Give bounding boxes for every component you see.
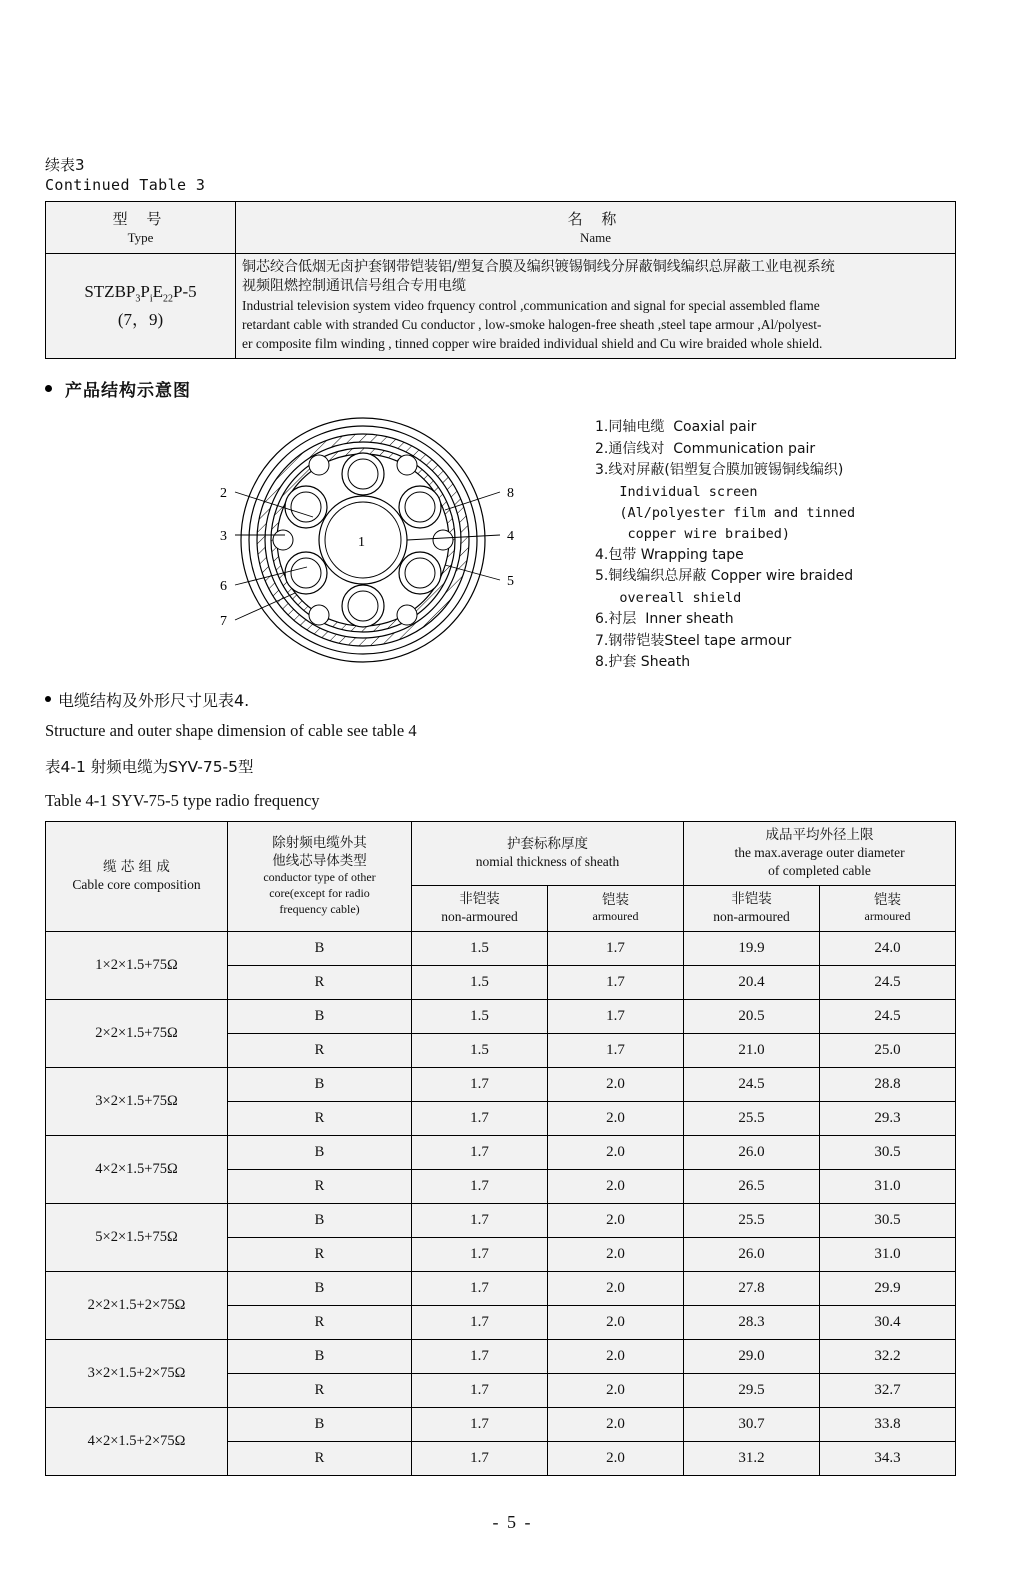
cell-diameter-armoured: 24.5 bbox=[820, 965, 956, 999]
name-cn-line-1: 铜芯绞合低烟无卤护套钢带铠装铝/塑复合膜及编织镀锡铜线分屏蔽铜线编织总屏蔽工业电视系统 bbox=[242, 258, 835, 275]
callout-7: 7 bbox=[220, 613, 227, 629]
legend-item-1: 1.同轴电缆 Coaxial pair bbox=[595, 418, 757, 435]
header-cell-conductor-type bbox=[228, 821, 412, 931]
cell-sheath-non-armoured: 1.7 bbox=[412, 1305, 548, 1339]
legend-item-5b: overeall shield bbox=[595, 590, 742, 607]
header-name-en: Name bbox=[579, 229, 612, 245]
cell-diameter-non-armoured: 29.5 bbox=[684, 1373, 820, 1407]
header-outer-en-2: of completed cable bbox=[768, 863, 871, 879]
cell-diameter-non-armoured: 25.5 bbox=[684, 1203, 820, 1237]
header-conductor-cn-1: 除射频电缆外其 bbox=[272, 835, 367, 852]
cell-sheath-non-armoured: 1.7 bbox=[412, 1067, 548, 1101]
cell-diameter-non-armoured: 26.0 bbox=[684, 1135, 820, 1169]
header-outer-en-1: the max.average outer diameter bbox=[734, 845, 905, 861]
cell-cable-core-composition: 2×2×1.5+2×75Ω bbox=[46, 1271, 228, 1339]
name-cn-line-2: 视频阻燃控制通讯信号组合专用电缆 bbox=[242, 278, 466, 295]
header-type-cn: 型 号 bbox=[112, 209, 169, 228]
cell-conductor-type: B bbox=[228, 1407, 412, 1441]
page-number: - 5 - bbox=[492, 1512, 533, 1532]
table-row bbox=[46, 253, 956, 358]
header-composition-en: Cable core composition bbox=[72, 877, 201, 893]
type-sub-3: 3 bbox=[135, 293, 141, 305]
table-row bbox=[46, 1135, 956, 1169]
cell-conductor-type: B bbox=[228, 1339, 412, 1373]
cell-conductor-type: R bbox=[228, 1033, 412, 1067]
legend-item-3: 3.线对屏蔽(铝塑复合膜加镀锡铜线编织) bbox=[595, 462, 844, 479]
header-conductor-en-3: frequency cable) bbox=[279, 901, 360, 916]
header-sheath-cn: 护套标称厚度 bbox=[507, 835, 588, 852]
table-row-header bbox=[46, 821, 956, 885]
table-type-name bbox=[45, 201, 956, 359]
subheader-cn: 非铠装 bbox=[459, 890, 500, 907]
subheader-en: armoured bbox=[864, 909, 911, 924]
header-name-cn: 名 称 bbox=[567, 209, 624, 228]
cell-diameter-non-armoured: 26.0 bbox=[684, 1237, 820, 1271]
cell-diameter-armoured: 30.5 bbox=[820, 1203, 956, 1237]
cell-sheath-non-armoured: 1.7 bbox=[412, 1271, 548, 1305]
cell-sheath-armoured: 2.0 bbox=[548, 1373, 684, 1407]
structure-reference-cn-text: 电缆结构及外形尺寸见表4. bbox=[58, 690, 250, 710]
cell-sheath-non-armoured: 1.7 bbox=[412, 1237, 548, 1271]
cell-diameter-armoured: 24.0 bbox=[820, 931, 956, 965]
cell-sheath-armoured: 2.0 bbox=[548, 1101, 684, 1135]
cell-diameter-armoured: 24.5 bbox=[820, 999, 956, 1033]
cell-diameter-non-armoured: 29.0 bbox=[684, 1339, 820, 1373]
cell-conductor-type: B bbox=[228, 1203, 412, 1237]
cell-sheath-armoured: 1.7 bbox=[548, 965, 684, 999]
cell-diameter-armoured: 32.7 bbox=[820, 1373, 956, 1407]
legend-item-8: 8.护套 Sheath bbox=[595, 654, 691, 671]
table-row bbox=[46, 1407, 956, 1441]
header-conductor-en-2: core(except for radio bbox=[269, 886, 370, 901]
subheader-cn: 铠装 bbox=[602, 891, 629, 908]
cell-cable-core-composition: 1×2×1.5+75Ω bbox=[46, 931, 228, 999]
type-sub-22: 22 bbox=[163, 293, 174, 305]
type-tail: P-5 bbox=[173, 282, 197, 302]
legend-item-4: 4.包带 Wrapping tape bbox=[595, 546, 744, 563]
diagram-legend bbox=[595, 417, 855, 674]
cell-cable-core-composition: 2×2×1.5+75Ω bbox=[46, 999, 228, 1067]
header-type-en: Type bbox=[127, 229, 154, 245]
table-row-header bbox=[46, 201, 956, 253]
table41-title-cn: 表4-1 射频电缆为SYV-75-5型 bbox=[45, 757, 254, 776]
header-cell-type bbox=[46, 201, 236, 253]
cell-diameter-non-armoured: 26.5 bbox=[684, 1169, 820, 1203]
section-title-structure-diagram bbox=[45, 376, 955, 401]
cell-sheath-non-armoured: 1.5 bbox=[412, 965, 548, 999]
cell-diameter-non-armoured: 20.5 bbox=[684, 999, 820, 1033]
header-cell-name bbox=[236, 201, 956, 253]
cell-diameter-armoured: 29.3 bbox=[820, 1101, 956, 1135]
table-row bbox=[46, 1339, 956, 1373]
header-sheath-en: nomial thickness of sheath bbox=[475, 854, 620, 870]
cell-sheath-armoured: 2.0 bbox=[548, 1135, 684, 1169]
table41-title-en: Table 4-1 SYV-75-5 type radio frequency bbox=[45, 790, 320, 810]
cell-conductor-type: B bbox=[228, 931, 412, 965]
cell-conductor-type: B bbox=[228, 999, 412, 1033]
cell-diameter-armoured: 31.0 bbox=[820, 1237, 956, 1271]
type-sub-i: i bbox=[149, 293, 153, 305]
cell-sheath-non-armoured: 1.7 bbox=[412, 1441, 548, 1475]
cell-cable-core-composition: 3×2×1.5+75Ω bbox=[46, 1067, 228, 1135]
structure-reference-cn bbox=[45, 688, 955, 711]
cell-sheath-armoured: 2.0 bbox=[548, 1237, 684, 1271]
callout-6: 6 bbox=[220, 578, 227, 594]
cell-diameter-non-armoured: 28.3 bbox=[684, 1305, 820, 1339]
cell-sheath-armoured: 2.0 bbox=[548, 1169, 684, 1203]
cell-sheath-armoured: 2.0 bbox=[548, 1441, 684, 1475]
type-code-line1 bbox=[52, 279, 229, 306]
callout-4: 4 bbox=[507, 528, 514, 544]
header-composition-cn: 缆 芯 组 成 bbox=[103, 858, 170, 875]
continued-table-heading-en: Continued Table 3 bbox=[45, 176, 206, 195]
cell-conductor-type: R bbox=[228, 1237, 412, 1271]
cell-sheath-non-armoured: 1.5 bbox=[412, 1033, 548, 1067]
page-content bbox=[45, 155, 955, 1476]
cell-diameter-armoured: 34.3 bbox=[820, 1441, 956, 1475]
cell-sheath-armoured: 1.7 bbox=[548, 999, 684, 1033]
legend-item-3b: Individual screen bbox=[595, 483, 758, 500]
bullet-dot-icon bbox=[45, 385, 52, 392]
subheader-en: non-armoured bbox=[713, 909, 790, 925]
cell-conductor-type: R bbox=[228, 1169, 412, 1203]
cell-conductor-type: R bbox=[228, 1305, 412, 1339]
callout-1: 1 bbox=[358, 534, 365, 550]
cell-sheath-armoured: 2.0 bbox=[548, 1339, 684, 1373]
name-en-line-1: Industrial television system video frquency control ,communication and signal for special assembled flame bbox=[242, 298, 820, 314]
cell-sheath-non-armoured: 1.5 bbox=[412, 931, 548, 965]
legend-item-3d: copper wire braibed) bbox=[595, 525, 791, 542]
cable-cross-section-diagram bbox=[45, 405, 955, 680]
cell-diameter-non-armoured: 30.7 bbox=[684, 1407, 820, 1441]
structure-reference-en: Structure and outer shape dimension of cable see table 4 bbox=[45, 720, 417, 740]
name-en-line-3: er composite film winding , tinned copper wire braided individual shield and Cu wire braided whole shield. bbox=[242, 336, 823, 352]
header-cell-outer-diameter bbox=[684, 821, 956, 885]
cell-diameter-non-armoured: 19.9 bbox=[684, 931, 820, 965]
callout-2: 2 bbox=[220, 485, 227, 501]
cell-diameter-non-armoured: 31.2 bbox=[684, 1441, 820, 1475]
type-main: STZBP bbox=[84, 282, 136, 302]
cell-diameter-armoured: 31.0 bbox=[820, 1169, 956, 1203]
cell-conductor-type: B bbox=[228, 1135, 412, 1169]
cable-diagram-svg bbox=[45, 405, 605, 675]
cell-diameter-armoured: 33.8 bbox=[820, 1407, 956, 1441]
header-cell-composition bbox=[46, 821, 228, 931]
cell-diameter-armoured: 30.5 bbox=[820, 1135, 956, 1169]
cell-sheath-non-armoured: 1.5 bbox=[412, 999, 548, 1033]
cell-cable-core-composition: 4×2×1.5+2×75Ω bbox=[46, 1407, 228, 1475]
cell-name-description bbox=[236, 253, 956, 358]
legend-item-5: 5.铜线编织总屏蔽 Copper wire braided bbox=[595, 568, 854, 585]
table-row bbox=[46, 931, 956, 965]
cell-conductor-type: R bbox=[228, 1441, 412, 1475]
cell-diameter-armoured: 30.4 bbox=[820, 1305, 956, 1339]
subheader-diameter-non-armoured bbox=[684, 885, 820, 931]
cell-sheath-armoured: 2.0 bbox=[548, 1305, 684, 1339]
type-p: P bbox=[140, 282, 150, 302]
cell-sheath-non-armoured: 1.7 bbox=[412, 1203, 548, 1237]
header-conductor-cn-2: 他线芯导体类型 bbox=[272, 852, 367, 869]
subheader-cn: 非铠装 bbox=[731, 890, 772, 907]
continued-table-heading bbox=[45, 155, 955, 196]
cell-sheath-armoured: 2.0 bbox=[548, 1271, 684, 1305]
name-en-line-2: retardant cable with stranded Cu conductor , low-smoke halogen-free sheath ,steel tape armour ,Al/polyest- bbox=[242, 317, 822, 333]
cell-diameter-armoured: 32.2 bbox=[820, 1339, 956, 1373]
cell-sheath-non-armoured: 1.7 bbox=[412, 1407, 548, 1441]
cell-sheath-armoured: 1.7 bbox=[548, 1033, 684, 1067]
subheader-sheath-armoured bbox=[548, 885, 684, 931]
table-row bbox=[46, 1271, 956, 1305]
cell-diameter-non-armoured: 21.0 bbox=[684, 1033, 820, 1067]
table-row bbox=[46, 999, 956, 1033]
cell-sheath-non-armoured: 1.7 bbox=[412, 1373, 548, 1407]
legend-item-7: 7.钢带铠装Steel tape armour bbox=[595, 632, 792, 649]
cell-sheath-armoured: 2.0 bbox=[548, 1067, 684, 1101]
type-code-line2: (7，9) bbox=[117, 309, 164, 329]
cell-conductor-type: R bbox=[228, 1101, 412, 1135]
type-e: E bbox=[152, 282, 164, 302]
cell-diameter-non-armoured: 20.4 bbox=[684, 965, 820, 999]
cell-diameter-armoured: 28.8 bbox=[820, 1067, 956, 1101]
cell-diameter-armoured: 29.9 bbox=[820, 1271, 956, 1305]
legend-item-2: 2.通信线对 Communication pair bbox=[595, 440, 816, 457]
section-title-text: 产品结构示意图 bbox=[65, 380, 191, 401]
cell-sheath-non-armoured: 1.7 bbox=[412, 1101, 548, 1135]
subheader-en: armoured bbox=[592, 909, 639, 924]
callout-5: 5 bbox=[507, 573, 514, 589]
cell-conductor-type: B bbox=[228, 1271, 412, 1305]
cell-sheath-armoured: 2.0 bbox=[548, 1407, 684, 1441]
header-conductor-en-1: conductor type of other bbox=[263, 870, 376, 885]
header-cell-sheath-thickness bbox=[412, 821, 684, 885]
cell-diameter-non-armoured: 24.5 bbox=[684, 1067, 820, 1101]
subheader-en: non-armoured bbox=[441, 909, 518, 925]
cell-cable-core-composition: 3×2×1.5+2×75Ω bbox=[46, 1339, 228, 1407]
callout-8: 8 bbox=[507, 485, 514, 501]
cell-sheath-armoured: 1.7 bbox=[548, 931, 684, 965]
cell-sheath-non-armoured: 1.7 bbox=[412, 1169, 548, 1203]
cell-sheath-non-armoured: 1.7 bbox=[412, 1339, 548, 1373]
bullet-dot-icon bbox=[45, 696, 51, 702]
cell-conductor-type: R bbox=[228, 1373, 412, 1407]
legend-item-3c: (Al/polyester film and tinned bbox=[595, 504, 856, 521]
cell-type-code bbox=[46, 253, 236, 358]
cell-conductor-type: R bbox=[228, 965, 412, 999]
table-body bbox=[46, 931, 956, 1475]
cell-sheath-armoured: 2.0 bbox=[548, 1203, 684, 1237]
cell-cable-core-composition: 4×2×1.5+75Ω bbox=[46, 1135, 228, 1203]
cell-diameter-non-armoured: 25.5 bbox=[684, 1101, 820, 1135]
subheader-diameter-armoured bbox=[820, 885, 956, 931]
cell-conductor-type: B bbox=[228, 1067, 412, 1101]
table-row bbox=[46, 1067, 956, 1101]
legend-item-6: 6.衬层 Inner sheath bbox=[595, 611, 734, 628]
cell-sheath-non-armoured: 1.7 bbox=[412, 1135, 548, 1169]
table-4-1-dimensions bbox=[45, 821, 956, 1476]
header-outer-cn: 成品平均外径上限 bbox=[765, 826, 874, 843]
subheader-cn: 铠装 bbox=[874, 891, 902, 908]
cell-diameter-armoured: 25.0 bbox=[820, 1033, 956, 1067]
cell-cable-core-composition: 5×2×1.5+75Ω bbox=[46, 1203, 228, 1271]
cell-diameter-non-armoured: 27.8 bbox=[684, 1271, 820, 1305]
subheader-sheath-non-armoured bbox=[412, 885, 548, 931]
callout-3: 3 bbox=[220, 528, 227, 544]
continued-table-heading-cn: 续表3 bbox=[45, 156, 85, 174]
table-row bbox=[46, 1203, 956, 1237]
